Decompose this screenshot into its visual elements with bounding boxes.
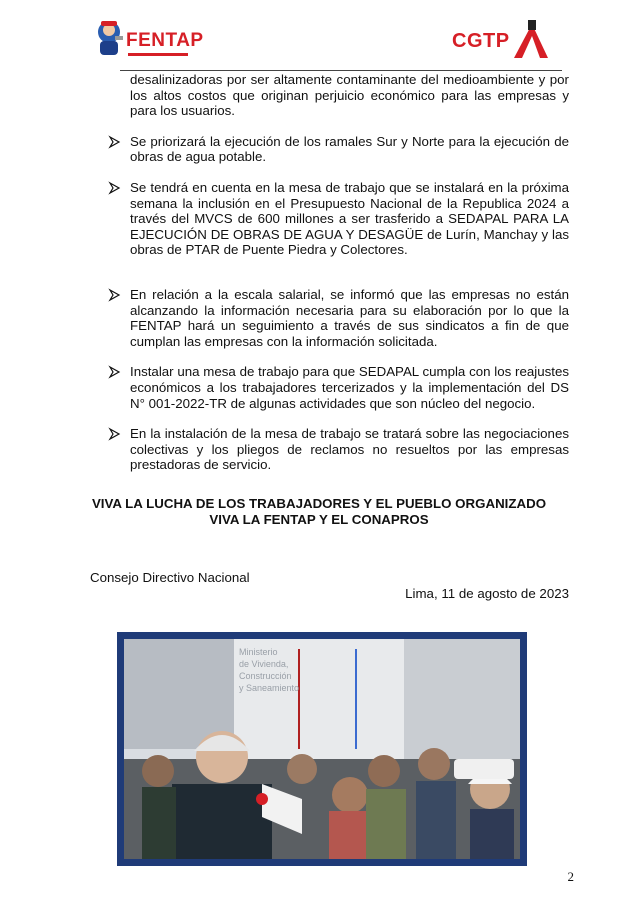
cgtp-emblem-icon [510, 18, 550, 60]
sign-line-1: Ministerio [239, 647, 278, 657]
document-body [107, 72, 569, 473]
fentap-logo [92, 18, 204, 62]
arrow-bullet-icon [107, 426, 123, 442]
list-item [107, 426, 569, 473]
list-item [107, 180, 569, 258]
bullet-text: Instalar una mesa de trabajo para que SEDAPAL cumpla con los reajustes económicos a los trabajadores tercerizados y la implementación del DS N° 001-2022-TR de algunas actividades que son núcleo del negocio. [130, 364, 569, 411]
page-header [0, 0, 638, 80]
sign-line-3: Construcción [239, 671, 292, 681]
protest-photo [117, 632, 527, 866]
arrow-bullet-icon [107, 180, 123, 196]
fentap-wordmark: FENTAP [126, 30, 204, 51]
page-number: 2 [567, 869, 574, 884]
sign-line-4: y Saneamiento [239, 683, 300, 693]
cgtp-wordmark: CGTP [452, 30, 510, 52]
bullet-text: Se tendrá en cuenta en la mesa de trabajo que se instalará en la próxima semana la inclusión en el Presupuesto Nacional de la Republica 2024 a través del MVCS de 600 millones a ser trasferido a SEDAPAL PARA LA EJECUCIÓN DE OBRAS DE AGUA Y DESAGÜE de Lurín, Manchay y las obras de PTAR de Puente Piedra y Colectores. [130, 179, 569, 258]
fentap-mascot-icon [92, 18, 126, 58]
header-rule [120, 70, 562, 71]
list-item [107, 287, 569, 349]
slogan-line-2: VIVA LA FENTAP Y EL CONAPROS [209, 512, 429, 527]
bullet-text: En relación a la escala salarial, se informó que las empresas no están alcanzando la información necesaria para su elaboración por lo que la FENTAP hará un seguimiento a través de sus sindicatos a fin de que cumplan las empresas con la información solicitada. [130, 286, 569, 349]
arrow-bullet-icon [107, 287, 123, 303]
arrow-bullet-icon [107, 364, 123, 380]
list-item [107, 134, 569, 165]
sign-line-2: de Vivienda, [239, 659, 289, 669]
continued-paragraph: desalinizadoras por ser altamente contaminante del medioambiente y por los altos costos que originan perjuicio económico para las empresas y para los usuarios. [130, 72, 569, 119]
bullet-text: Se priorizará la ejecución de los ramales Sur y Norte para la ejecución de obras de agua potable. [130, 133, 569, 165]
slogan-line-1: VIVA LA LUCHA DE LOS TRABAJADORES Y EL PUEBLO ORGANIZADO [91, 496, 547, 511]
bullet-text: En la instalación de la mesa de trabajo se tratará sobre las negociaciones colectivas y los pliegos de reclamos no resueltos por las empresas prestadoras de servicio. [130, 426, 569, 473]
signature: Consejo Directivo Nacional [90, 570, 250, 585]
fentap-underline [128, 53, 188, 56]
arrow-bullet-icon [107, 134, 123, 150]
cgtp-logo [452, 16, 552, 62]
list-item [107, 364, 569, 411]
protest-photo-image [124, 639, 520, 859]
document-date: Lima, 11 de agosto de 2023 [405, 586, 569, 601]
